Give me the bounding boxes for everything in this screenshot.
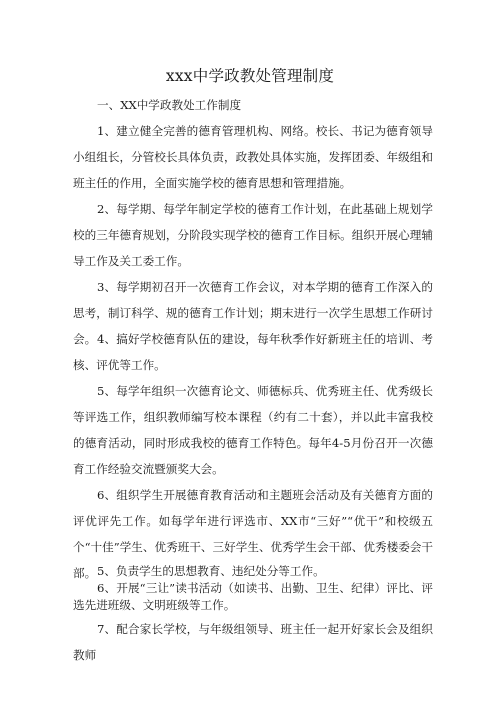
paragraph-9: 7、配合家长学校，与年级组领导、班主任一起开好家长会及组织教师 xyxy=(73,622,433,662)
paragraph-7: 5、负责学生的思想教育、违纪处分等工作。 xyxy=(97,564,325,578)
paragraph-1: 1、建立健全完善的德育管理机构、网络。校长、书记为德育领导小组组长，分管校长具体负责，政教处具体实施，发挥团委、年级组和班主任的作用，全面实施学校的德育思想和管理措施。 xyxy=(73,124,433,190)
document-title: xxx中学政教处管理制度 xyxy=(165,67,335,85)
paragraph-5: 5、每学年组织一次德育论文、师德标兵、优秀班主任、优秀级长等评选工作，组织教师编写校本课程（约有二十套），并以此丰富我校的德育活动，同时形成我校的德育工作特色。每年4-5月份召开一次德育工作经验交流暨颁奖大会。 xyxy=(73,384,433,476)
paragraph-3: 3、每学期初召开一次德育工作会议，对本学期的德育工作深入的思考，制订科学、规的德育工作计划；期末进行一次学生思想工作研讨会。 xyxy=(73,280,433,346)
paragraph-6: 6、组织学生开展德育教育活动和主题班会活动及有关德育方面的评优评先工作。如每学年进行评选市、XX市“三好”“优干”和校级五个“十佳”学生、优秀班干、三好学生、优秀学生会干部、优秀楼委会干部。 xyxy=(73,488,433,580)
paragraph-2: 2、每学期、每学年制定学校的德育工作计划，在此基础上规划学校的三年德育规划，分阶段实现学校的德育工作目标。组织开展心理辅导工作及关工委工作。 xyxy=(73,202,433,268)
section-heading: 一、XX中学政教处工作制度 xyxy=(97,98,242,112)
paragraph-8: 6、开展“三让”读书活动（如读书、出勤、卫生、纪律）评比、评选先进班级、文明班级等工作。 xyxy=(73,581,433,612)
paragraph-4: 4、搞好学校德育队伍的建设，每年秋季作好新班主任的培训、考核、评优等工作。 xyxy=(73,332,433,372)
